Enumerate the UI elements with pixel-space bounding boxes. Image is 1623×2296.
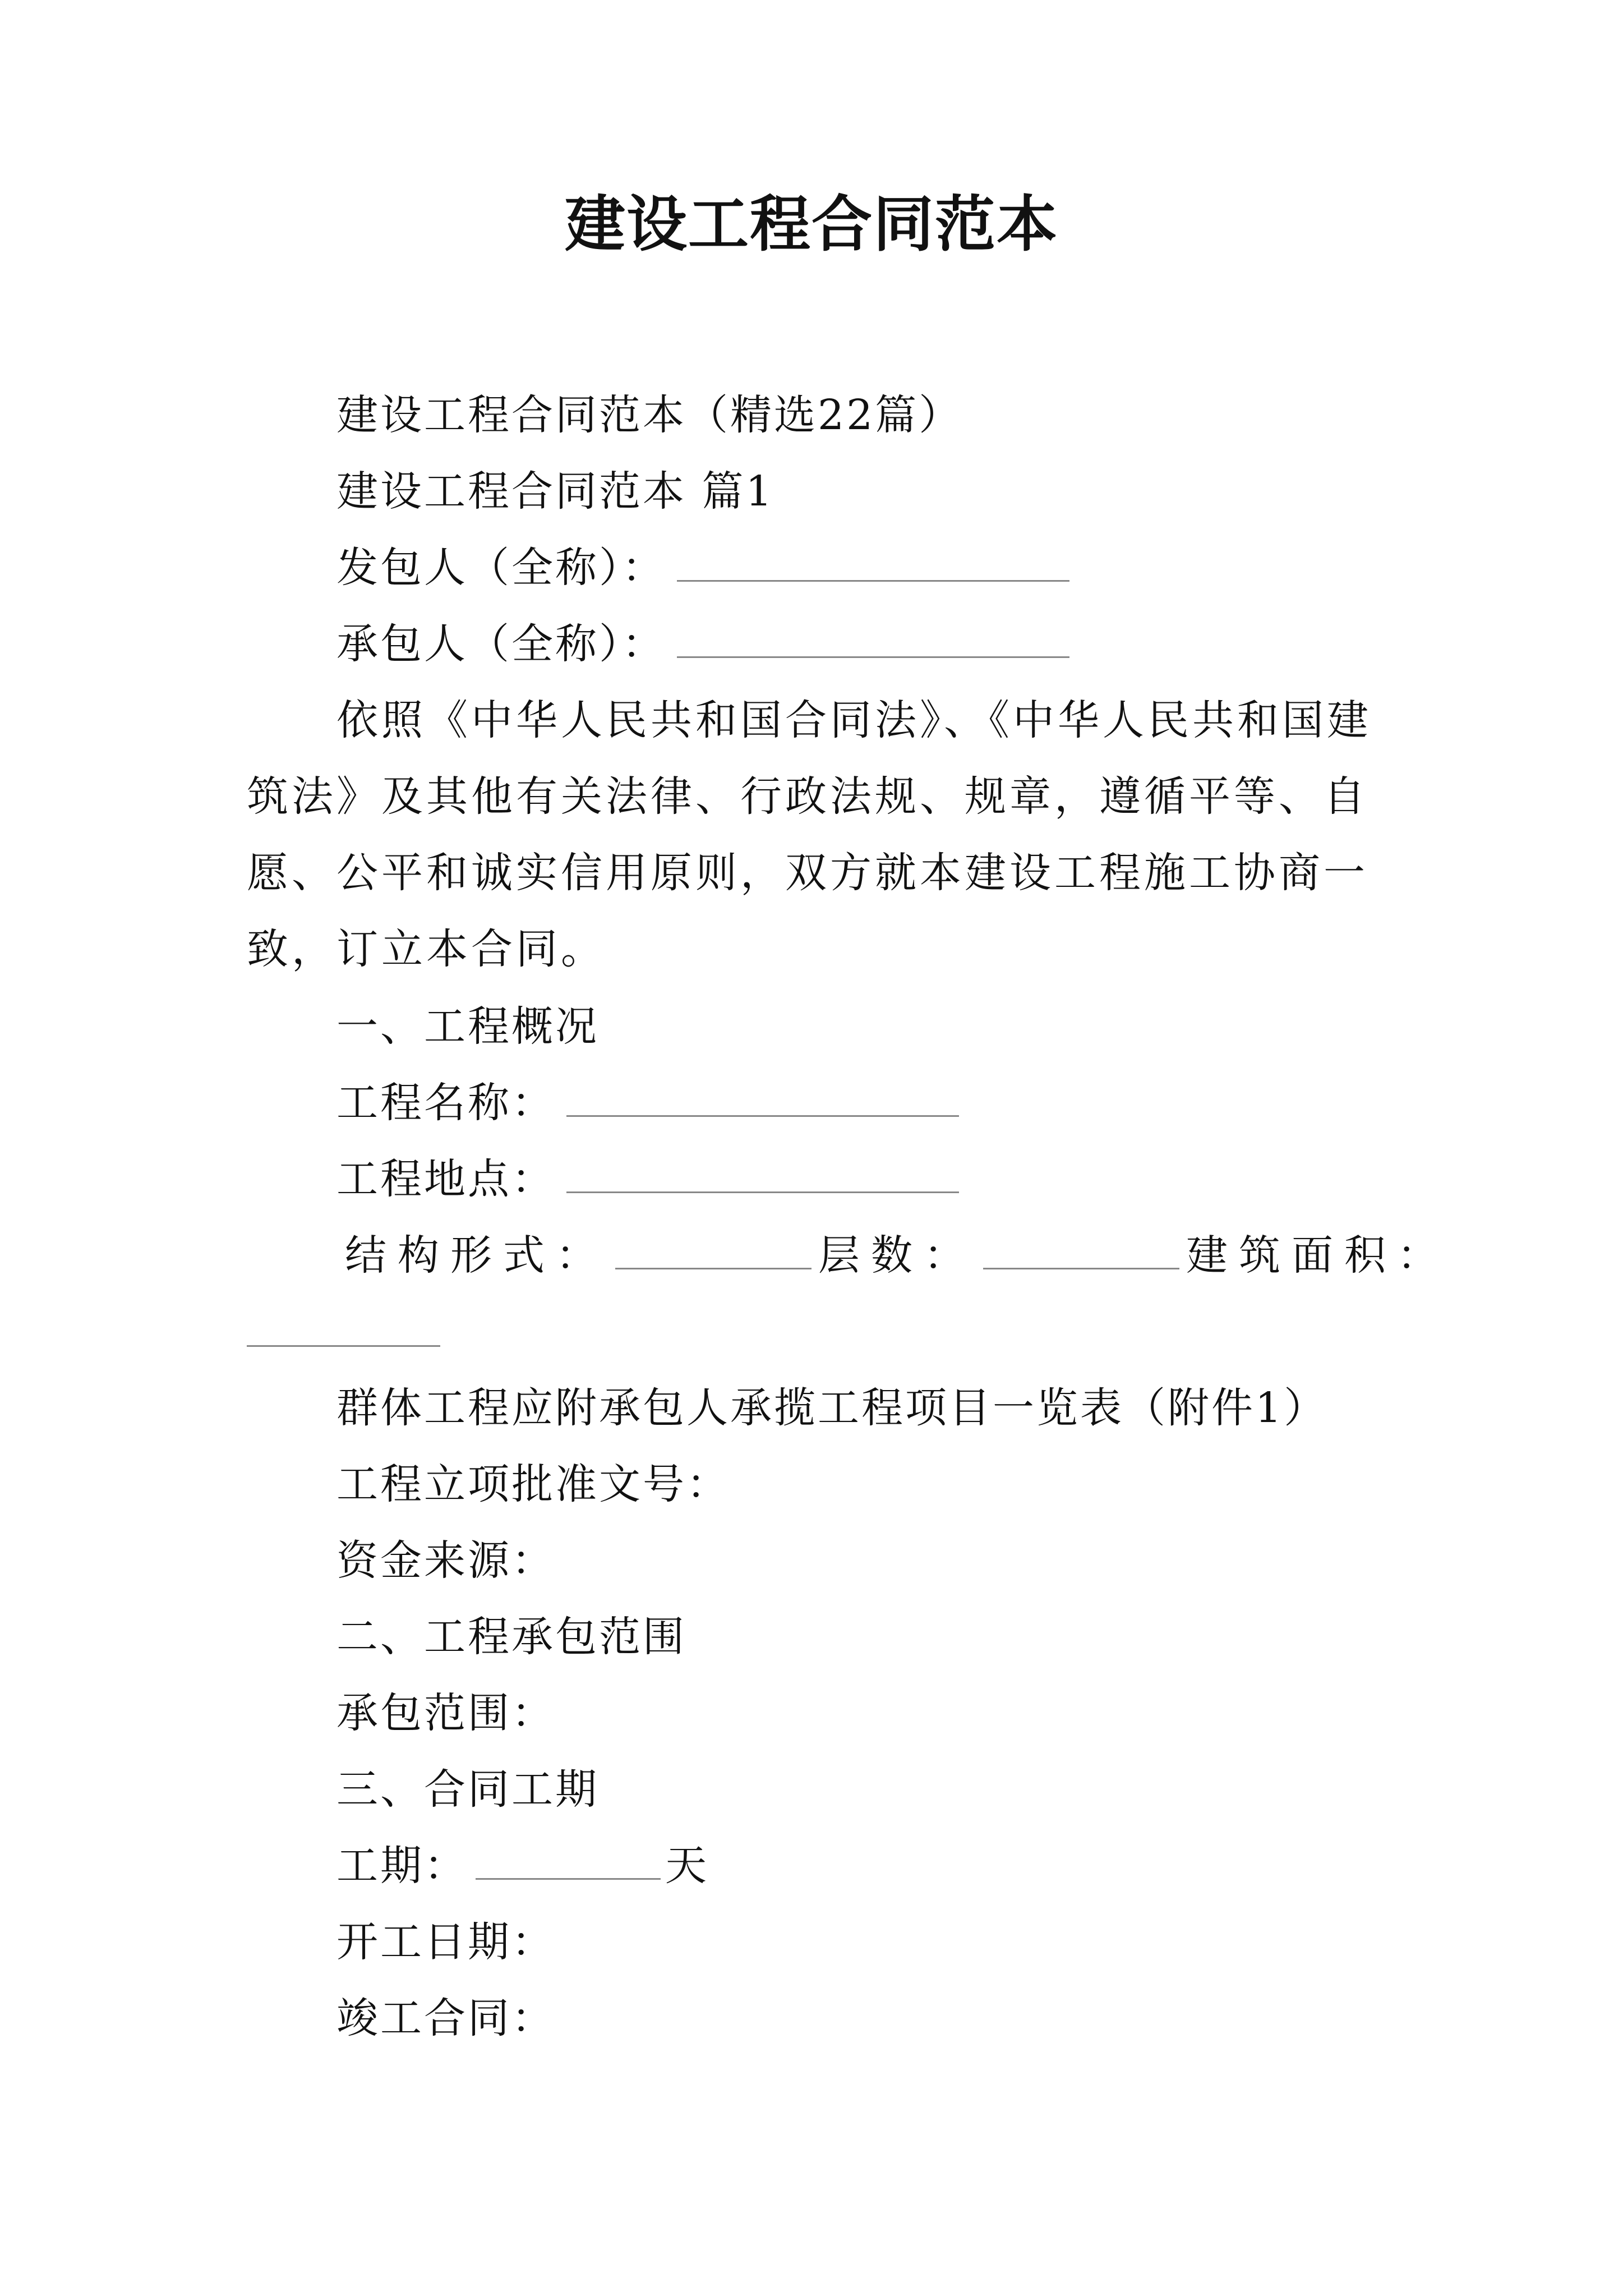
start-date-label: 开工日期： [336,1918,555,1966]
party-a-blank [677,546,1069,582]
approval-number-label: 工程立项批准文号： [336,1460,730,1508]
duration-line [336,1838,709,1894]
party-b-blank [677,623,1069,658]
party-a-label: 发包人（全称）： [336,544,666,592]
project-location-blank [566,1158,959,1193]
project-name-line [336,1075,959,1131]
section-title: 建设工程合同范本 篇1 [336,467,774,516]
area-label: 建筑面积： [1186,1231,1450,1280]
completion-label: 竣工合同： [336,1994,555,2042]
preamble-text: 依照《中华人民共和国合同法》、《中华人民共和国建筑法》及其他有关法律、行政法规、规章，遵循平等、自愿、公平和诚实信用原则，双方就本建设工程施工协商一致，订立本合同。 [247,696,1372,973]
structure-label: 结构形式： [345,1231,608,1280]
heading-project-overview: 一、工程概况 [336,1002,599,1051]
structure-blank [615,1234,811,1269]
duration-label: 工期： [336,1842,468,1890]
group-project-note: 群体工程应附承包人承揽工程项目一览表（附件1） [336,1384,1328,1432]
area-blank [247,1345,440,1347]
party-b-label: 承包人（全称）： [336,620,666,668]
project-name-blank [566,1082,959,1117]
project-location-label: 工程地点： [336,1155,555,1203]
structure-line [345,1227,1450,1283]
fund-source-label: 资金来源： [336,1536,555,1585]
scope-label: 承包范围： [336,1689,555,1737]
document-subtitle: 建设工程合同范本（精选22篇） [336,391,963,439]
duration-unit: 天 [665,1842,709,1890]
floors-blank [983,1234,1179,1269]
party-b-line [336,616,1069,672]
floors-label: 层数： [818,1231,976,1280]
project-location-line [336,1151,959,1207]
preamble-paragraph [247,682,1402,987]
project-name-label: 工程名称： [336,1079,555,1127]
heading-contract-scope: 二、工程承包范围 [336,1613,686,1661]
party-a-line [336,540,1069,596]
document-title: 建设工程合同范本 [564,189,1058,260]
duration-blank [476,1844,661,1880]
heading-contract-duration: 三、合同工期 [336,1765,599,1814]
